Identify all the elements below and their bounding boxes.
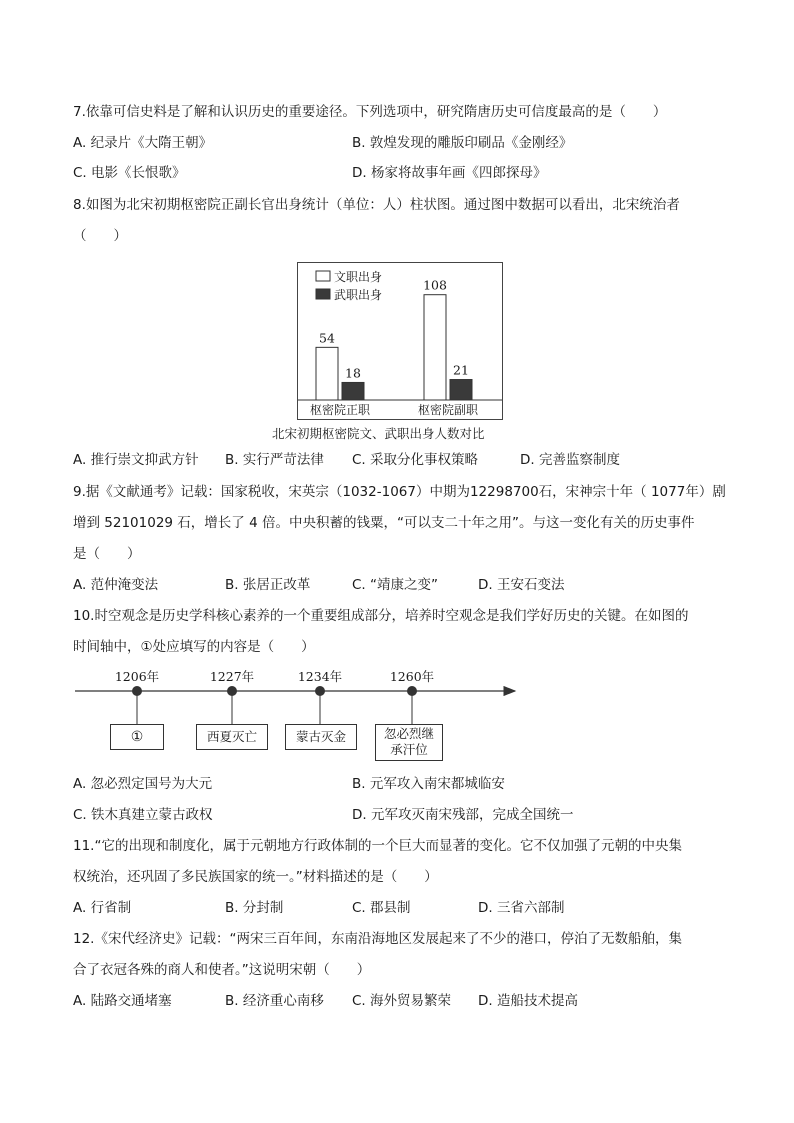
q7-option-b: B. 敦煌发现的雕版印刷品《金刚经》 xyxy=(352,135,573,151)
legend-swatch-civil xyxy=(316,271,330,281)
q12-stem-line2: 合了衣冠各殊的商人和使者。”这说明宋朝（ ） xyxy=(73,962,371,978)
timeline-box-4-line2: 承汗位 xyxy=(390,742,428,757)
legend-label-military: 武职出身 xyxy=(334,288,383,302)
q12-option-c: C. 海外贸易繁荣 xyxy=(352,993,452,1009)
q8-stem-line2: （ ） xyxy=(73,228,127,244)
q11-stem-line1: 11.“它的出现和制度化，属于元朝地方行政体制的一个巨大而显著的变化。它不仅加强了元朝的中央集 xyxy=(73,838,682,854)
legend-label-civil: 文职出身 xyxy=(334,270,383,284)
q12-option-d: D. 造船技术提高 xyxy=(478,993,578,1009)
timeline-box-3: 蒙古灭金 xyxy=(285,724,357,750)
q10-option-b: B. 元军攻入南宋都城临安 xyxy=(352,776,505,792)
q8-stem-line1: 8.如图为北宋初期枢密院正副长官出身统计（单位：人）柱状图。通过图中数据可以看出，北宋统治者 xyxy=(73,197,680,213)
category-label-main: 枢密院正职 xyxy=(309,403,371,417)
q8-option-b: B. 实行严苛法律 xyxy=(225,452,324,468)
q9-option-c: C. “靖康之变” xyxy=(352,577,438,593)
timeline-year-1227: 1227年 xyxy=(209,669,255,684)
timeline-box-1: ① xyxy=(110,724,164,750)
q9-stem-line1: 9.据《文献通考》记载：国家税收，宋英宗（1032-1067）中期为12298700石，宋神宗十年（ 1077年）剧 xyxy=(73,484,726,500)
bar-chart xyxy=(297,262,503,420)
data-label-civil-main: 54 xyxy=(319,330,335,346)
timeline-year-1234: 1234年 xyxy=(297,669,343,684)
q11-option-b: B. 分封制 xyxy=(225,900,284,916)
data-label-military-deputy: 21 xyxy=(453,362,469,378)
q8-option-c: C. 采取分化事权策略 xyxy=(352,452,479,468)
timeline-box-4 xyxy=(375,724,443,761)
timeline-year-1206: 1206年 xyxy=(114,669,160,684)
q9-option-b: B. 张居正改革 xyxy=(225,577,311,593)
q11-option-d: D. 三省六部制 xyxy=(478,900,565,916)
q11-option-c: C. 郡县制 xyxy=(352,900,411,916)
q10-option-c: C. 铁木真建立蒙古政权 xyxy=(73,807,213,823)
q7-option-a: A. 纪录片《大隋王朝》 xyxy=(73,135,213,151)
q8-option-a: A. 推行崇文抑武方针 xyxy=(73,452,199,468)
q10-stem-line1: 10.时空观念是历史学科核心素养的一个重要组成部分，培养时空观念是我们学好历史的关键。在如图的 xyxy=(73,608,689,624)
bar-civil-deputy xyxy=(424,295,446,400)
q9-stem-line3: 是（ ） xyxy=(73,546,141,562)
bar-military-main xyxy=(342,382,364,400)
category-label-deputy: 枢密院副职 xyxy=(417,403,479,417)
q12-option-a: A. 陆路交通堵塞 xyxy=(73,993,172,1009)
q9-option-a: A. 范仲淹变法 xyxy=(73,577,159,593)
q7-stem: 7.依靠可信史料是了解和认识历史的重要途径。下列选项中，研究隋唐历史可信度最高的是（ ） xyxy=(73,104,667,120)
timeline-box-2: 西夏灭亡 xyxy=(196,724,268,750)
q11-option-a: A. 行省制 xyxy=(73,900,132,916)
q12-option-b: B. 经济重心南移 xyxy=(225,993,324,1009)
q9-option-d: D. 王安石变法 xyxy=(478,577,565,593)
chart-caption: 北宋初期枢密院文、武职出身人数对比 xyxy=(272,426,485,441)
q10-stem-line2: 时间轴中，①处应填写的内容是（ ） xyxy=(73,639,315,655)
q9-stem-line2: 增到 52101029 石，增长了 4 倍。中央积蓄的钱粟，“可以支二十年之用”。与这一变化有关的历史事件 xyxy=(73,515,695,531)
q10-option-d: D. 元军攻灭南宋残部，完成全国统一 xyxy=(352,807,574,823)
bar-chart-svg xyxy=(298,263,502,419)
q8-option-d: D. 完善监察制度 xyxy=(520,452,620,468)
bar-military-deputy xyxy=(450,380,472,400)
bar-civil-main xyxy=(316,347,338,400)
q10-option-a: A. 忽必烈定国号为大元 xyxy=(73,776,213,792)
q7-option-d: D. 杨家将故事年画《四郎探母》 xyxy=(352,165,547,181)
data-label-military-main: 18 xyxy=(345,365,361,381)
legend-swatch-military xyxy=(316,289,330,299)
timeline-year-1260: 1260年 xyxy=(389,669,435,684)
q7-option-c: C. 电影《长恨歌》 xyxy=(73,165,186,181)
q12-stem-line1: 12.《宋代经济史》记载：“两宋三百年间，东南沿海地区发展起来了不少的港口，停泊了无数船舶，集 xyxy=(73,931,682,947)
timeline-box-4-line1: 忽必烈继 xyxy=(383,726,434,741)
data-label-civil-deputy: 108 xyxy=(423,277,447,293)
q11-stem-line2: 权统治，还巩固了多民族国家的统一。”材料描述的是（ ） xyxy=(73,869,438,885)
